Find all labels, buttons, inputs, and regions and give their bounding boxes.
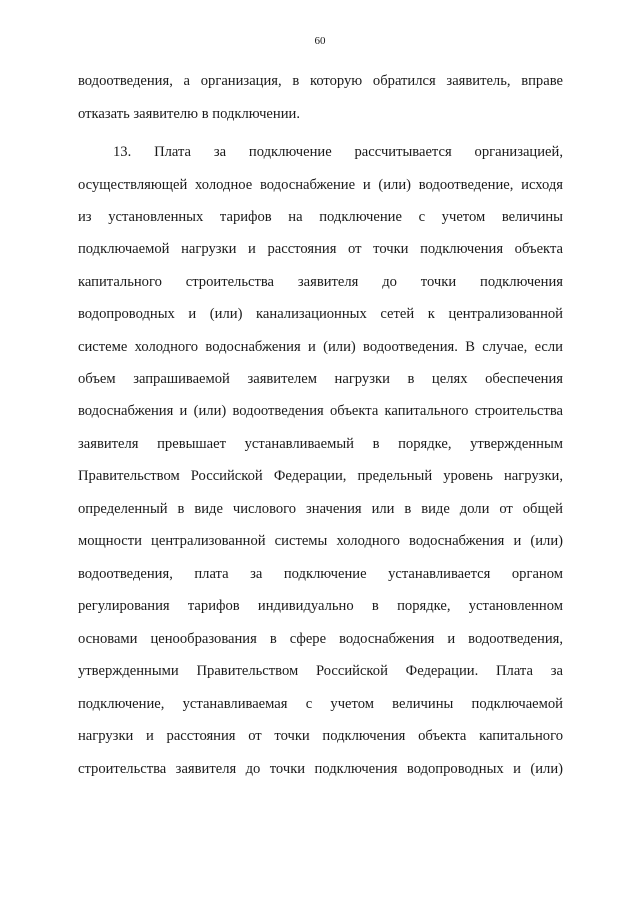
text-line: объем запрашиваемой заявителем нагрузки в целях обеспечения (78, 371, 563, 387)
text-line: водоотведения, плата за подключение устанавливается органом (78, 566, 563, 582)
text-line: водоотведения, а организация, в которую обратился заявитель, вправе (78, 73, 563, 89)
text-line: строительства заявителя до точки подключения водопроводных и (или) (78, 761, 563, 777)
text-line: водоснабжения и (или) водоотведения объекта капитального строительства (78, 403, 563, 419)
text-line: определенный в виде числового значения или в виде доли от общей (78, 501, 563, 517)
text-line: 13. Плата за подключение рассчитывается организацией, (113, 144, 563, 160)
text-line: подключение, устанавливаемая с учетом величины подключаемой (78, 696, 563, 712)
text-line: капитального строительства заявителя до точки подключения (78, 274, 563, 290)
text-line: нагрузки и расстояния от точки подключения объекта капитального (78, 728, 563, 744)
text-line: системе холодного водоснабжения и (или) водоотведения. В случае, если (78, 339, 563, 355)
text-line: регулирования тарифов индивидуально в порядке, установленном (78, 598, 563, 614)
text-line: основами ценообразования в сфере водоснабжения и водоотведения, (78, 631, 563, 647)
text-line: Правительством Российской Федерации, предельный уровень нагрузки, (78, 468, 563, 484)
text-line: утвержденными Правительством Российской Федерации. Плата за (78, 663, 563, 679)
text-line: отказать заявителю в подключении. (78, 106, 300, 122)
page-number: 60 (314, 35, 326, 47)
text-line: осуществляющей холодное водоснабжение и (или) водоотведение, исходя (78, 177, 563, 193)
text-line: водопроводных и (или) канализационных сетей к централизованной (78, 306, 563, 322)
text-line: мощности централизованной системы холодного водоснабжения и (или) (78, 533, 563, 549)
text-line: заявителя превышает устанавливаемый в порядке, утвержденным (78, 436, 563, 452)
text-line: подключаемой нагрузки и расстояния от точки подключения объекта (78, 241, 563, 257)
text-line: из установленных тарифов на подключение с учетом величины (78, 209, 563, 225)
